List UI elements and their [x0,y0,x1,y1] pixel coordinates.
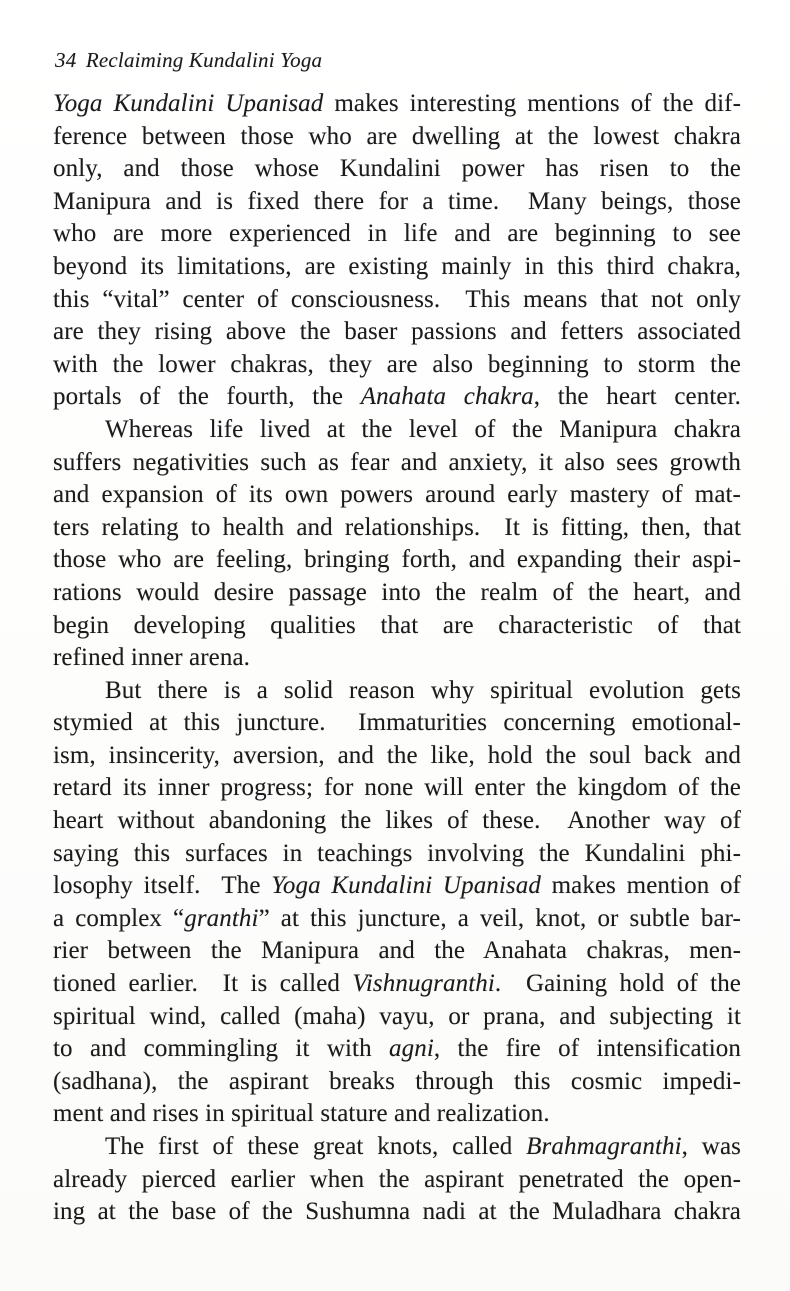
paragraph [53,675,741,1131]
text-line [53,1001,741,1034]
running-header [55,46,322,74]
text-run: suffers negativities such as fear and anxiety, it also sees growth [53,448,741,476]
text-run: ters relating to health and relationships. It is fitting, then, that [53,513,741,541]
text-run: (sadhana), the aspirant breaks through this cosmic impedi- [53,1067,741,1095]
text-run: , the fire of intensification [433,1035,741,1063]
text-line [53,381,741,414]
text-line [53,1066,741,1099]
text-run: makes mention of [540,872,741,900]
text-run: ” at this juncture, a veil, knot, or subtle bar- [258,904,741,932]
text-line [53,153,741,186]
text-line [53,577,741,610]
text-line [53,186,741,219]
text-block [53,88,741,1229]
text-run: ference between those who are dwelling at the lowest chakra [53,122,741,150]
italic-term: Yoga Kundalini Upanisad [53,90,324,117]
text-line [53,544,741,577]
text-run: are they rising above the baser passions and fetters associated [53,318,741,346]
text-run: spiritual wind, called (maha) vayu, or prana, and subjecting it [53,1002,741,1030]
text-run: rier between the Manipura and the Anahata chakras, men- [53,937,741,965]
text-run: , was [681,1133,741,1160]
italic-term: Yoga Kundalini Upanisad [271,872,541,900]
text-line [53,707,741,740]
text-line [53,447,741,480]
text-line [53,838,741,871]
text-line [53,316,741,349]
text-run: ment and rises in spiritual stature and realization. [53,1100,550,1128]
text-line [53,740,741,773]
text-run: . Gaining hold of the [494,970,741,998]
text-run: who are more experienced in life and are beginning to see [53,220,741,248]
text-run: tioned earlier. It is called [53,970,353,998]
text-run: portals of the fourth, the [53,383,361,411]
running-title: Reclaiming Kundalini Yoga [85,48,323,72]
text-line [53,414,741,447]
text-run: saying this surfaces in teachings involving the Kundalini phi- [53,839,741,867]
text-line [53,610,741,643]
text-run: to and commingling it with [53,1035,390,1063]
text-run: rations would desire passage into the realm of the heart, and [53,578,741,606]
text-run: those who are feeling, bringing forth, and expanding their aspi- [53,546,741,574]
text-run: losophy itself. The [53,872,272,900]
text-run: refined inner arena. [53,644,251,672]
italic-term: agni [389,1035,434,1063]
text-run: Manipura and is fixed there for a time. Many beings, those [53,187,741,215]
italic-term: Anahata chakra [360,383,534,411]
text-run: ism, insincerity, aversion, and the like, hold the soul back and [53,741,741,769]
page-number: 34 [55,48,77,72]
text-line [53,88,741,121]
text-run: beyond its limitations, are existing mainly in this third chakra, [53,252,741,280]
text-run: stymied at this juncture. Immaturities concerning emotional- [53,709,741,737]
italic-term: granthi [184,904,259,932]
text-run: begin developing qualities that are characteristic of that [53,611,741,639]
text-line [53,284,741,317]
text-run: The first of these great knots, called [105,1133,527,1160]
text-line [53,251,741,284]
text-line [53,805,741,838]
text-run: a complex “ [53,904,185,932]
text-line [53,870,741,903]
text-line [53,1196,741,1229]
text-run: , the heart center. [533,383,741,411]
text-run: ing at the base of the Sushumna nadi at the Muladhara chakra [53,1198,741,1226]
text-line [53,349,741,382]
text-line [53,903,741,936]
text-run: this “vital” center of consciousness. This means that not only [53,285,741,313]
text-line [53,675,741,708]
text-line [53,1164,741,1197]
text-run: already pierced earlier when the aspirant penetrated the open- [53,1165,741,1193]
paragraph [53,88,741,414]
text-run: But there is a solid reason why spiritual evolution gets [105,676,741,704]
text-line [53,1098,741,1131]
text-run: makes interesting mentions of the dif- [323,90,741,117]
text-line [53,512,741,545]
text-line [53,642,741,675]
italic-term: Vishnugranthi [352,970,495,998]
text-run: only, and those whose Kundalini power has risen to the [53,155,741,183]
text-line [53,772,741,805]
text-run: heart without abandoning the likes of these. Another way of [53,807,741,835]
text-run: retard its inner progress; for none will enter the kingdom of the [53,774,741,802]
text-line [53,479,741,512]
italic-term: Brahmagranthi [526,1133,682,1160]
paragraph [53,414,741,675]
text-run: Whereas life lived at the level of the Manipura chakra [105,415,741,443]
paragraph [53,1131,741,1229]
text-line [53,935,741,968]
text-line [53,1033,741,1066]
text-line [53,1131,741,1164]
text-line [53,968,741,1001]
text-run: and expansion of its own powers around early mastery of mat- [53,481,741,509]
text-line [53,218,741,251]
text-line [53,121,741,154]
text-run: with the lower chakras, they are also beginning to storm the [53,350,741,378]
